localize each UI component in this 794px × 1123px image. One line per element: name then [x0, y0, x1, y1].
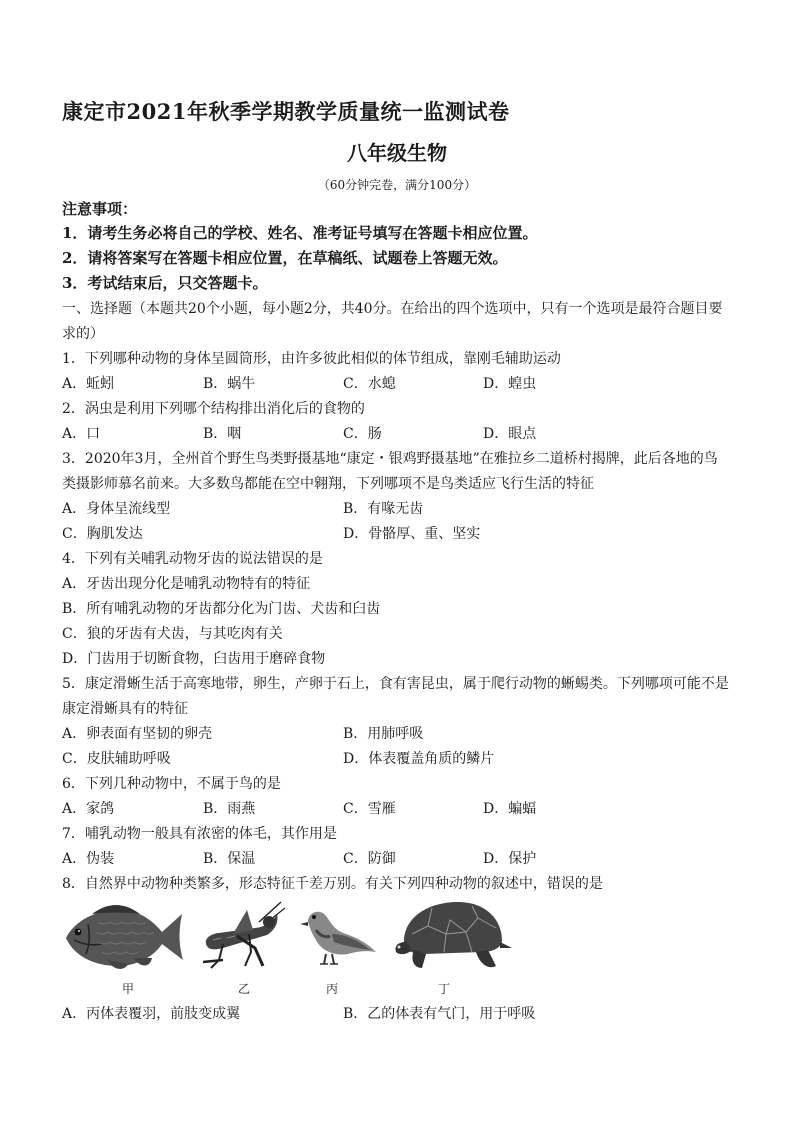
q2-option-c: C．肠 — [343, 426, 382, 442]
q5-option-c: C．皮肤辅助呼吸 — [62, 751, 171, 767]
q7-stem: 7．哺乳动物一般具有浓密的体毛，其作用是 — [62, 826, 337, 842]
q3-stem-cont: 类摄影师慕名前来。大多数鸟都能在空中翱翔，下列哪项不是鸟类适应飞行生活的特征 — [62, 476, 594, 492]
exam-timing: （60分钟完卷，满分100分） — [317, 178, 477, 192]
q6-option-b: B．雨燕 — [203, 801, 256, 817]
exam-title: 康定市2021年秋季学期教学质量统一监测试卷 — [62, 99, 510, 124]
q6-option-c: C．雪雁 — [343, 801, 396, 817]
q3-stem: 3．2020年3月，全州首个野生鸟类野摄基地“康定・银鸡野摄基地”在雅拉乡二道桥村揭牌，此后各地的鸟 — [62, 451, 718, 467]
turtle-illustration — [392, 898, 514, 976]
section-instructions-cont: 求的） — [62, 326, 104, 342]
figure-label-ding: 丁 — [438, 982, 451, 996]
q3-option-a: A．身体呈流线型 — [62, 501, 171, 517]
exam-subtitle: 八年级生物 — [347, 141, 447, 165]
figure-label-yi: 乙 — [238, 982, 251, 996]
fish-illustration — [62, 900, 188, 975]
q5-stem-cont: 康定滑蜥具有的特征 — [62, 701, 188, 717]
q4-option-d: D．门齿用于切断食物，臼齿用于磨碎食物 — [62, 651, 326, 667]
q4-option-c: C．狼的牙齿有犬齿，与其吃肉有关 — [62, 626, 283, 642]
q4-option-b: B．所有哺乳动物的牙齿都分化为门齿、犬齿和臼齿 — [62, 601, 381, 617]
q5-option-a: A．卵表面有坚韧的卵壳 — [62, 726, 213, 742]
q6-option-d: D．蝙蝠 — [483, 801, 537, 817]
figure-label-bing: 丙 — [326, 982, 339, 996]
section-instructions: 一、选择题（本题共20个小题，每小题2分，共40分。在给出的四个选项中，只有一个选项是最符合题目要 — [62, 301, 723, 317]
q6-stem: 6．下列几种动物中，不属于鸟的是 — [62, 776, 281, 792]
q3-option-c: C．胸肌发达 — [62, 526, 143, 542]
q7-option-d: D．保护 — [483, 851, 537, 867]
grasshopper-illustration — [193, 900, 287, 972]
q7-option-c: C．防御 — [343, 851, 396, 867]
q5-stem: 5．康定滑蜥生活于高寒地带，卵生，产卵于石上，食有害昆虫，属于爬行动物的蜥蜴类。下列哪项可能不是 — [62, 676, 729, 692]
q4-stem: 4．下列有关哺乳动物牙齿的说法错误的是 — [62, 551, 323, 567]
q6-option-a: A．家鸽 — [62, 801, 115, 817]
q1-option-d: D．蝗虫 — [483, 376, 537, 392]
q1-option-c: C．水螅 — [343, 376, 396, 392]
figure-label-jia: 甲 — [122, 982, 135, 996]
q3-option-d: D．骨骼厚、重、坚实 — [343, 526, 481, 542]
q8-option-a: A．丙体表覆羽，前肢变成翼 — [62, 1006, 241, 1022]
q2-option-a: A．口 — [62, 426, 101, 442]
q8-option-b: B．乙的体表有气门，用于呼吸 — [343, 1006, 536, 1022]
q4-option-a: A．牙齿出现分化是哺乳动物特有的特征 — [62, 576, 311, 592]
q5-option-d: D．体表覆盖角质的鳞片 — [343, 751, 495, 767]
notice-item-2: 2．请将答案写在答题卡相应位置，在草稿纸、试题卷上答题无效。 — [62, 249, 508, 267]
q8-stem: 8．自然界中动物种类繁多，形态特征千差万别。有关下列四种动物的叙述中，错误的是 — [62, 876, 603, 892]
q7-option-b: B．保温 — [203, 851, 256, 867]
q7-option-a: A．伪装 — [62, 851, 115, 867]
q1-option-b: B．蜗牛 — [203, 376, 256, 392]
notice-item-1: 1．请考生务必将自己的学校、姓名、准考证号填写在答题卡相应位置。 — [62, 224, 538, 242]
q1-option-a: A．蚯蚓 — [62, 376, 115, 392]
notice-heading: 注意事项： — [62, 200, 138, 218]
q2-option-d: D．眼点 — [483, 426, 537, 442]
q5-option-b: B．用肺呼吸 — [343, 726, 424, 742]
notice-item-3: 3．考试结束后，只交答题卡。 — [62, 274, 268, 292]
q2-stem: 2．涡虫是利用下列哪个结构排出消化后的食物的 — [62, 401, 365, 417]
pigeon-illustration — [298, 900, 378, 968]
q3-option-b: B．有喙无齿 — [343, 501, 424, 517]
q1-stem: 1．下列哪种动物的身体呈圆筒形，由许多彼此相似的体节组成，靠刚毛辅助运动 — [62, 351, 561, 367]
q2-option-b: B．咽 — [203, 426, 242, 442]
